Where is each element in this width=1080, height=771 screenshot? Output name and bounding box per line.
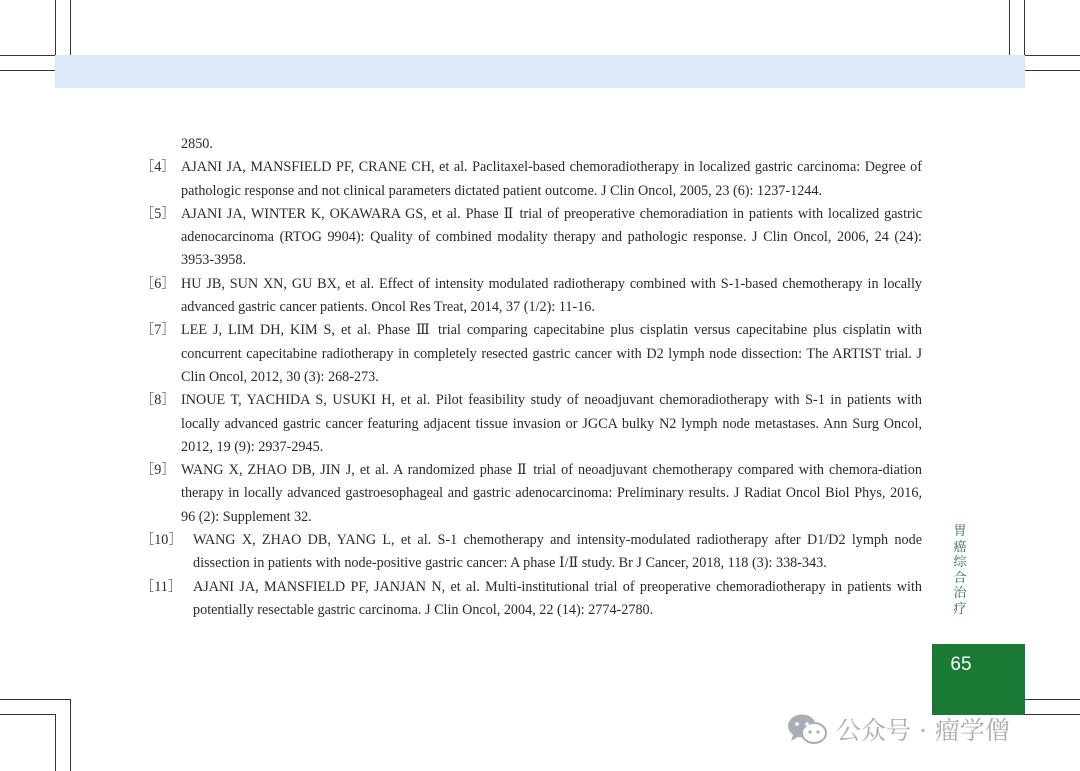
reference-text: AJANI JA, WINTER K, OKAWARA GS, et al. Phase Ⅱ trial of preoperative chemoradiation in patients with localized gastric adenocarcinoma (RTOG 9904): Quality of combined modality therapy and pathologic response. J Clin Oncol, 2006, 24 (24): 3953-3958. <box>181 205 922 269</box>
reference-text: WANG X, ZHAO DB, JIN J, et al. A randomized phase Ⅱ trial of neoadjuvant chemotherapy compared with chemora-diation therapy in locally advanced gastroesophageal and gastric adenocarcinoma: Preliminary results. J Radiat Oncol Biol Phys, 2016, 96 (2): Supplement 32. <box>181 462 922 525</box>
reference-item <box>140 459 922 529</box>
reference-text: AJANI JA, MANSFIELD PF, JANJAN N, et al. Multi-institutional trial of preoperative chemoradiotherapy in patients with potentially resectable gastric carcinoma. J Clin Oncol, 2004, 22 (14): 2774-2780. <box>193 578 922 618</box>
reference-number: ［8］ <box>140 392 176 409</box>
reference-number: ［9］ <box>140 462 176 479</box>
reference-item <box>140 156 922 203</box>
reference-item <box>140 529 922 576</box>
reference-item <box>140 319 922 389</box>
page-number: 65 <box>950 654 972 675</box>
crop-mark <box>1024 55 1080 56</box>
reference-number: ［7］ <box>140 322 176 339</box>
crop-mark <box>55 714 56 771</box>
page-number-box <box>932 644 1025 715</box>
reference-continuation: 2850. <box>181 136 213 152</box>
reference-item <box>140 203 922 273</box>
reference-item <box>140 273 922 320</box>
crop-mark <box>0 699 71 700</box>
crop-mark <box>1024 0 1025 56</box>
reference-text: INOUE T, YACHIDA S, USUKI H, et al. Pilot feasibility study of neoadjuvant chemoradiotherapy with S-1 in patients with locally advanced gastric cancer featuring adjacent tissue invasion or JGCA bulky N2 lymph node metastases. Ann Surg Oncol, 2012, 19 (9): 2937-2945. <box>181 392 922 455</box>
reference-text: LEE J, LIM DH, KIM S, et al. Phase Ⅲ trial comparing capecitabine plus cisplatin versus capecitabine plus cisplatin with concurrent capecitabine radiotherapy in completely resected gastric cancer with D2 lymph node dissection: The ARTIST trial. J Clin Oncol, 2012, 30 (3): 268-273. <box>181 322 922 385</box>
reference-number: ［5］ <box>140 205 176 222</box>
reference-text: AJANI JA, MANSFIELD PF, CRANE CH, et al. Paclitaxel-based chemoradiotherapy in localized gastric carcinoma: Degree of pathologic response and not clinical parameters dictated patient outcome. J Clin Oncol, 2005, 23 (6): 1237-1244. <box>181 159 922 199</box>
reference-item <box>140 389 922 459</box>
reference-number: ［6］ <box>140 275 176 292</box>
header-band <box>55 55 1025 88</box>
crop-mark <box>70 0 71 56</box>
crop-mark <box>1024 714 1080 715</box>
reference-number: ［10］ <box>140 532 183 549</box>
crop-mark <box>70 699 71 771</box>
crop-mark <box>55 0 56 56</box>
reference-text: WANG X, ZHAO DB, YANG L, et al. S-1 chemotherapy and intensity-modulated radiotherapy after D1/D2 lymph node dissection in patients with node-positive gastric cancer: A phase Ⅰ/Ⅱ study. Br J Cancer, 2018, 118 (3): 338-343. <box>193 532 922 572</box>
crop-mark <box>0 714 56 715</box>
reference-number: ［11］ <box>140 578 183 595</box>
wechat-icon <box>786 712 828 746</box>
watermark-text: 公众号 · 瘤学僧 <box>836 716 1010 745</box>
reference-number: ［4］ <box>140 159 176 176</box>
watermark <box>786 709 1010 749</box>
reference-text: HU JB, SUN XN, GU BX, et al. Effect of intensity modulated radiotherapy combined with S-1-based chemotherapy in locally advanced gastric cancer patients. Oncol Res Treat, 2014, 37 (1/2): 11-16. <box>181 275 922 316</box>
reference-list <box>140 133 922 622</box>
reference-item <box>140 576 922 623</box>
crop-mark <box>0 55 56 56</box>
chapter-side-label: 胃癌综合治疗 <box>953 524 967 617</box>
